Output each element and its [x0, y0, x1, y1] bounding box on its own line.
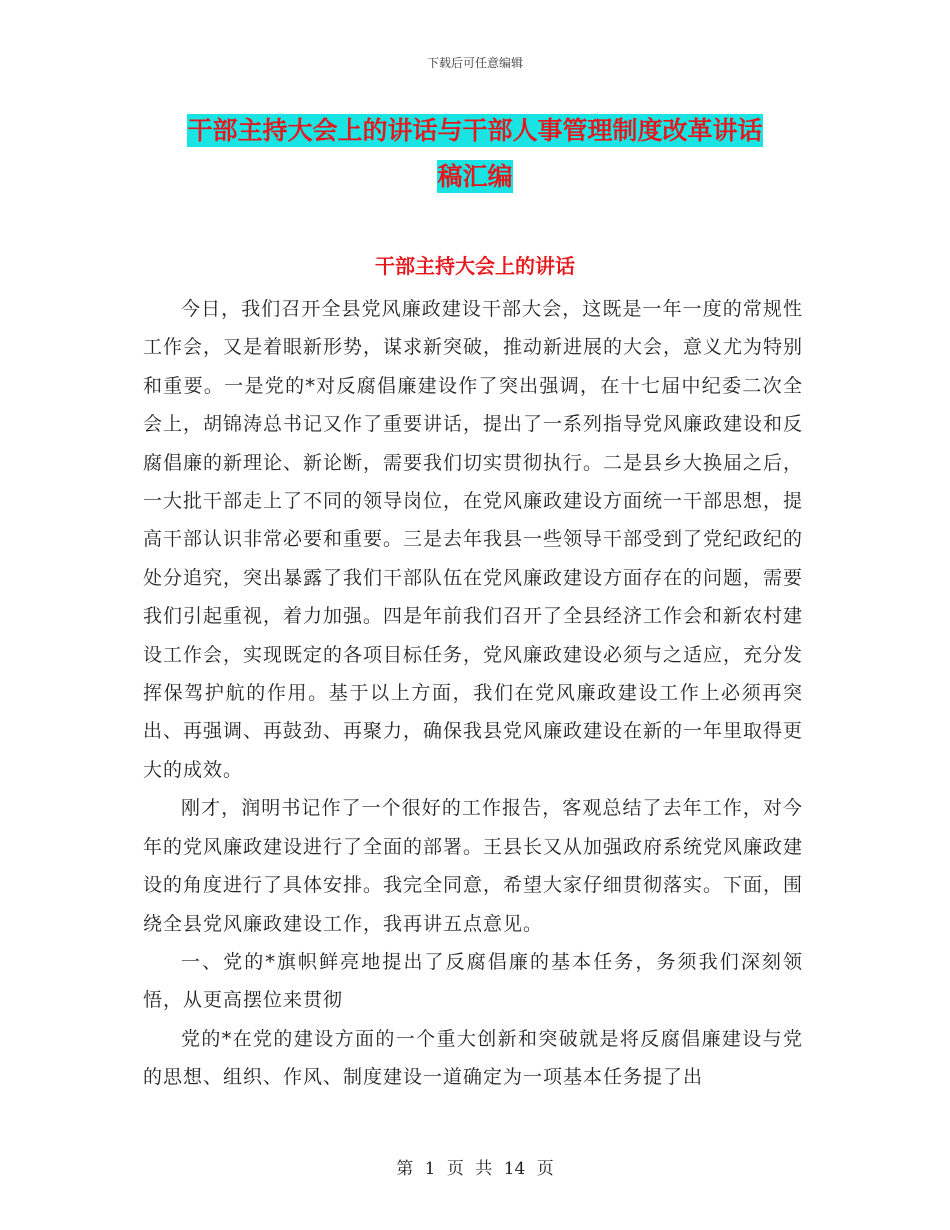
header-note: 下载后可任意编辑: [426, 56, 523, 70]
document-title: [0, 108, 950, 200]
title-line-2: 稿汇编: [437, 162, 513, 191]
page-footer: 第 1 页 共 14 页: [396, 1159, 554, 1179]
body-text: [143, 290, 803, 1097]
paragraph: 今日，我们召开全县党风廉政建设干部大会，这既是一年一度的常规性工作会，又是着眼新形势，谋求新突破，推动新进展的大会，意义尤为特别和重要。一是党的*对反腐倡廉建设作了突出强调，在十七届中纪委二次全会上，胡锦涛总书记又作了重要讲话，提出了一系列指导党风廉政建设和反腐倡廉的新理论、新论断，需要我们切实贯彻执行。二是县乡大换届之后，一大批干部走上了不同的领导岗位，在党风廉政建设方面统一干部思想，提高干部认识非常必要和重要。三是去年我县一些领导干部受到了党纪政纪的处分追究，突出暴露了我们干部队伍在党风廉政建设方面存在的问题，需要我们引起重视，着力加强。四是年前我们召开了全县经济工作会和新农村建设工作会，实现既定的各项目标任务，党风廉政建设必须与之适应，充分发挥保驾护航的作用。基于以上方面，我们在党风廉政建设工作上必须再突出、再强调、再鼓劲、再聚力，确保我县党风廉政建设在新的一年里取得更大的成效。: [143, 298, 804, 781]
section-title: 干部主持大会上的讲话: [375, 254, 575, 278]
paragraph: 刚才，润明书记作了一个很好的工作报告，客观总结了去年工作，对今年的党风廉政建设进行了全面的部署。王县长又从加强政府系统党风廉政建设的角度进行了具体安排。我完全同意，希望大家仔细贯彻落实。下面，围绕全县党风廉政建设工作，我再讲五点意见。: [143, 797, 804, 935]
paragraph: 党的*在党的建设方面的一个重大创新和突破就是将反腐倡廉建设与党的思想、组织、作风、制度建设一道确定为一项基本任务提了出: [143, 1027, 803, 1089]
paragraph: 一、党的*旗帜鲜亮地提出了反腐倡廉的基本任务，务须我们深刻领悟，从更高摆位来贯彻: [143, 950, 803, 1012]
title-line-1: 干部主持大会上的讲话与干部人事管理制度改革讲话: [187, 116, 763, 145]
